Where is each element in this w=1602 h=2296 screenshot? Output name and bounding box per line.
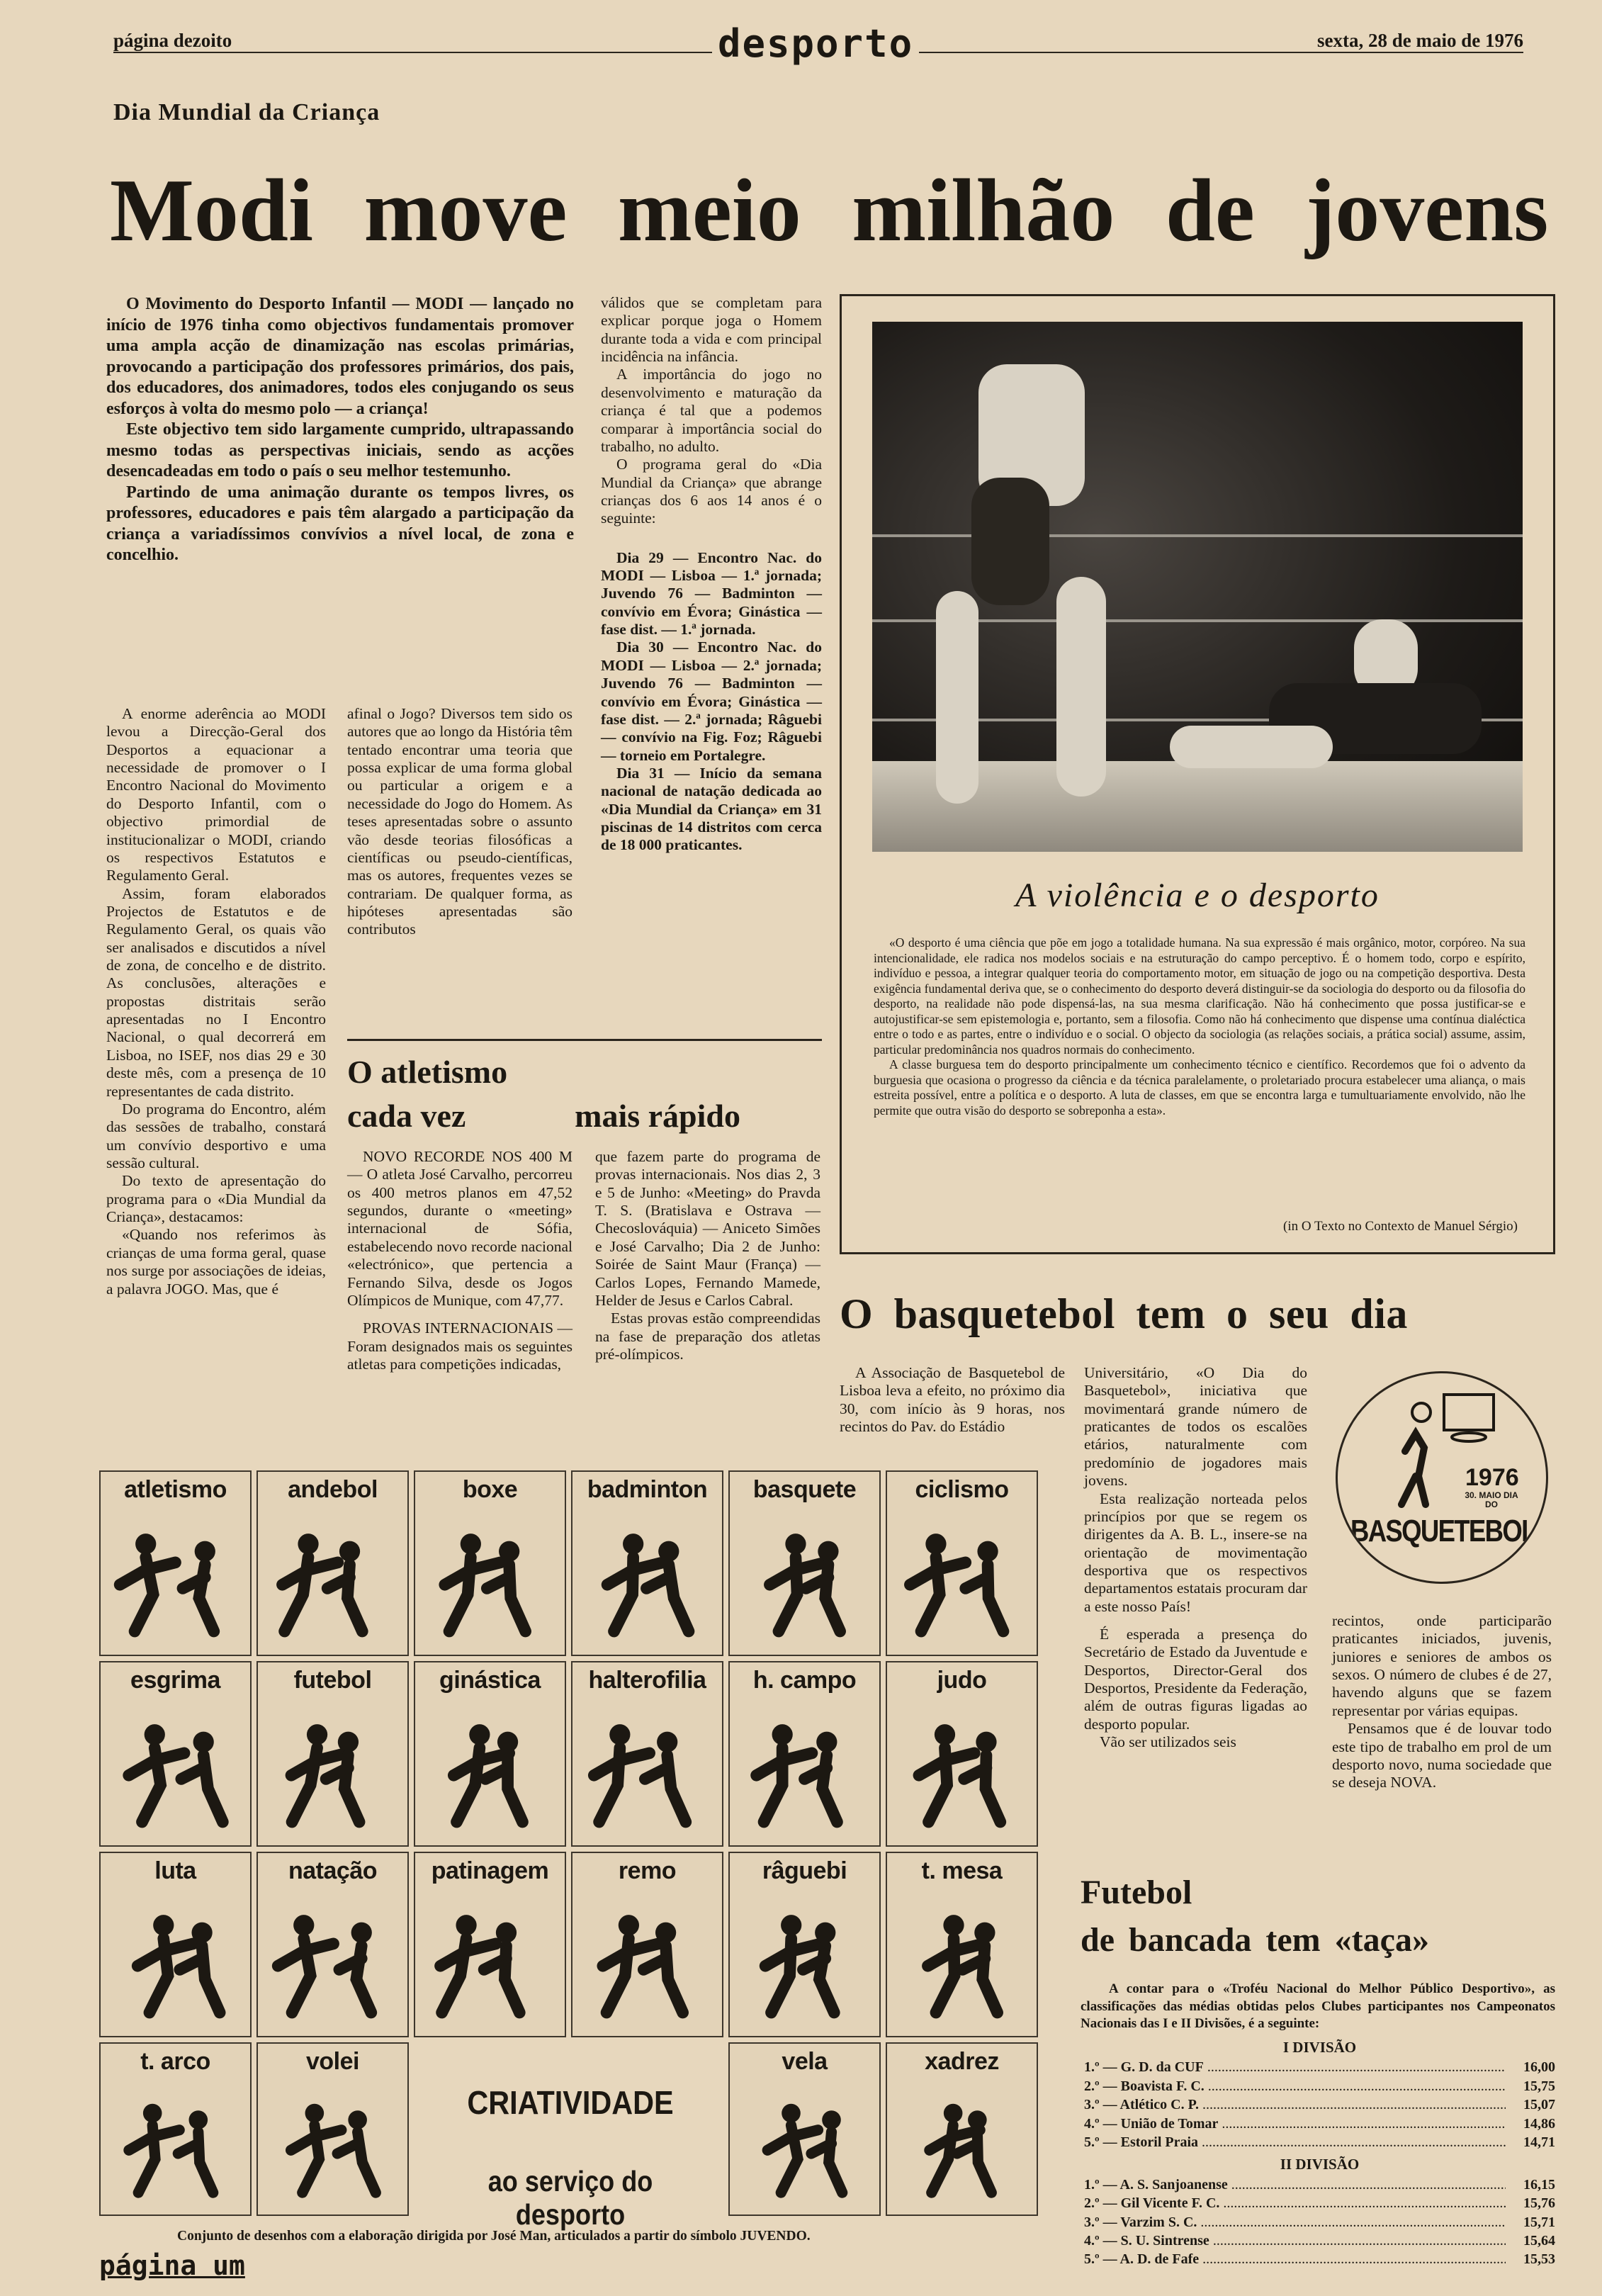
headline: Modi move meio milhão de jovens: [110, 162, 1549, 260]
paragraph: NOVO RECORDE NOS 400 M — O atleta José Carvalho, percorreu os 400 metros planos em 47,52 segundos, durante o «meeting» internacional de Sófia, estabelecendo novo recorde nacional «electrónico», que pertencia a Fernando Silva, desde os Jogos Olímpicos de Munique, com 47,77.: [347, 1148, 572, 1309]
paragraph: O programa geral do «Dia Mundial da Criança» que abrange crianças dos 6 aos 14 anos é o seguinte:: [601, 456, 822, 527]
sport-label: boxe: [462, 1476, 518, 1503]
club-score: 15,53: [1523, 2251, 1555, 2268]
sailing-icon: [730, 2086, 879, 2207]
sport-label: xadrez: [925, 2048, 999, 2075]
sport-label: t. arco: [140, 2048, 210, 2075]
paragraph: A enorme aderência ao MODI levou a Direcção-Geral dos Desportos a equacionar a necessidade de promover o I Encontro Nacional do Movimento do Desporto Infantil, com o objectivo primordial de institucionalizar o MODI, criando os respectivos Estatutos e Regulamento Geral.: [106, 705, 326, 884]
chess-icon: [887, 2086, 1037, 2207]
paragraph: que fazem parte do programa de provas internacionais. Nos dias 2, 3 e 5 de Junho: «Meeting» do Pravda T. S. (Bratislava e Ostrava — Checoslováquia) — Aniceto Simões e José Carvalho; Dia 2 de Junho: Soirée de Saint Maur (França) — Carlos Lopes, Fernando Mamede, Helder de Jesus e Carlos Cabral.: [595, 1148, 820, 1309]
football-title-line1: Futebol: [1081, 1874, 1192, 1911]
club-score: 15,64: [1523, 2232, 1555, 2249]
judo-icon: [887, 1705, 1037, 1838]
program-item: Dia 29 — Encontro Nac. do MODI — Lisboa — 1.ª jornada; Juvendo 76 — Badminton — convívio em Évora; Ginástica — fase dist. — 1.ª jornada.: [601, 548, 822, 638]
standings-row: [1084, 2115, 1555, 2133]
sport-label: ciclismo: [915, 1476, 1009, 1503]
athletics-title: [347, 1047, 822, 1135]
paragraph: Vão ser utilizados seis: [1100, 1733, 1236, 1751]
field-hockey-icon: [730, 1705, 879, 1838]
standings-row: [1084, 2077, 1555, 2095]
basketball-logo: [1336, 1371, 1548, 1584]
sport-label: vela: [782, 2048, 828, 2075]
wrestling-icon: [101, 1896, 250, 2029]
article-column-b: [347, 705, 572, 939]
table-tennis-icon: [887, 1896, 1037, 2029]
athletics-rule: [347, 1039, 822, 1041]
standings-row: [1084, 2194, 1555, 2212]
athletics-title-line2b: mais rápido: [575, 1098, 740, 1134]
issue-date: sexta, 28 de maio de 1976: [1310, 30, 1523, 52]
sport-cell: [886, 1852, 1038, 2037]
sport-cell: [414, 1852, 566, 2037]
quote-paragraph: A classe burguesa tem do desporto principalmente um conhecimento técnico e científico. Recordemos que foi o advento da burguesia que ocasiona o progresso da ciência e da técnica paralelamente, o proletariado procura estabelecer uma aliança, o mais estreita possível, entre a política e o desporto. A luta de classes, em que se encontra larga e tumultuariamente envolvido, não lhe permite que outra visão do desporto se sobreponha a esta».: [874, 1057, 1525, 1118]
sport-label: t. mesa: [921, 1857, 1003, 1884]
club-name: 5.º — Estoril Praia .....: [1084, 2133, 1506, 2151]
athletics-column-1: [347, 1148, 572, 1373]
sport-label: andebol: [288, 1476, 378, 1503]
sport-label: halterofilia: [588, 1667, 706, 1694]
athletics-column-2: [595, 1148, 820, 1363]
paragraph: PROVAS INTERNACIONAIS — Foram designados mais os seguintes atletas para competições indicadas,: [347, 1319, 572, 1373]
section-title: desporto: [712, 21, 919, 66]
archery-icon: [101, 2086, 250, 2207]
sport-cell: [571, 1852, 723, 2037]
sport-cell: [256, 1661, 409, 1847]
sport-cell: [728, 1470, 881, 1656]
creativity-panel: [411, 2076, 730, 2231]
boxing-source: (in O Texto no Contexto de Manuel Sérgio): [1283, 1219, 1518, 1234]
sport-cell: [886, 2042, 1038, 2216]
club-score: 15,76: [1523, 2195, 1555, 2212]
sport-cell: [99, 1852, 252, 2037]
club-name: 5.º — A. D. de Fafe .....: [1084, 2250, 1506, 2268]
club-score: 15,75: [1523, 2078, 1555, 2094]
athletics-icon: [101, 1514, 250, 1648]
sport-label: luta: [154, 1857, 196, 1884]
paragraph: Assim, foram elaborados Projectos de Estatutos e de Regulamento Geral, os quais vão ser analisados e discutidos a nível de zona, de concelho e de distrito. As conclusões, alterações e propostas distritais serão apresentadas no I Encontro Nacional, o qual decorrerá em Lisboa, no ISEF, nos dias 29 e 30 deste mês, com a presença de 10 representantes de cada distrito.: [106, 884, 326, 1100]
page-stamp: página um: [99, 2250, 245, 2281]
sport-label: remo: [618, 1857, 677, 1884]
paragraph: A importância do jogo no desenvolvimento e maturação da criança é tal que a podemos comparar à importância social do trabalho, no adulto.: [601, 366, 822, 455]
creativity-line1: CRIATIVIDADE: [467, 2084, 674, 2121]
logo-date: 30. MAIO DIA DO: [1465, 1490, 1518, 1510]
standings-row: [1084, 2095, 1555, 2114]
logo-word: BASQUETEBOL: [1350, 1514, 1536, 1548]
lead-paragraph: Este objectivo tem sido largamente cumprido, ultrapassando mesmo todas as perspectivas iniciais, sendo as acções desencadeadas em todo o país o seu melhor testemunho.: [106, 420, 574, 481]
basketball-title: O basquetebol tem o seu dia: [840, 1290, 1408, 1337]
gymnastics-icon: [415, 1705, 565, 1838]
basketball-column-2: [1084, 1364, 1307, 1752]
program-item: Dia 31 — Início da semana nacional de natação dedicada ao «Dia Mundial da Criança» em 31 piscinas de 14 distritos com cerca de 18 000 praticantes.: [601, 764, 822, 854]
boxing-feature-box: [840, 294, 1555, 1254]
football-title: [1081, 1867, 1552, 1962]
club-score: 15,71: [1523, 2214, 1555, 2230]
sport-label: ginástica: [439, 1667, 541, 1694]
sport-cell: [256, 1470, 409, 1656]
sport-cell: [728, 2042, 881, 2216]
logo-year: 1976: [1465, 1464, 1519, 1491]
sport-label: esgrima: [130, 1667, 220, 1694]
fencing-icon: [101, 1705, 250, 1838]
football-intro: A contar para o «Troféu Nacional do Melhor Público Desportivo», as classificações das médias obtidas pelos Clubes participantes nos Campeonatos Nacionais das I e II Divisões, é a seguinte:: [1081, 1981, 1555, 2032]
club-score: 16,00: [1523, 2059, 1555, 2076]
paragraph: «Quando nos referimos às crianças de uma forma geral, quase nos surge por associações de ideias, a palavra JOGO. Mas, que é: [106, 1226, 326, 1298]
club-score: 16,15: [1523, 2176, 1555, 2193]
sport-label: futebol: [293, 1667, 372, 1694]
football-standings: [1084, 2037, 1555, 2269]
sport-cell: [728, 1661, 881, 1847]
standings-row: [1084, 2133, 1555, 2151]
standings-row: [1084, 2250, 1555, 2268]
club-name: 1.º — G. D. da CUF .....: [1084, 2058, 1506, 2076]
club-name: 2.º — Boavista F. C. .....: [1084, 2077, 1506, 2095]
sport-cell: [256, 2042, 409, 2216]
club-name: 1.º — A. S. Sanjoanense .....: [1084, 2176, 1506, 2194]
sport-cell: [99, 2042, 252, 2216]
standings-row: [1084, 2213, 1555, 2232]
standings-row: [1084, 2232, 1555, 2250]
sport-cell: [414, 1470, 566, 1656]
rugby-icon: [730, 1896, 879, 2029]
club-score: 14,86: [1523, 2115, 1555, 2132]
division-title: II DIVISÃO: [1280, 2156, 1360, 2173]
handball-icon: [258, 1514, 407, 1648]
sport-label: h. campo: [752, 1667, 857, 1694]
basketball-icon: [730, 1514, 879, 1648]
club-name: 4.º — União de Tomar .....: [1084, 2115, 1506, 2133]
paragraph: afinal o Jogo? Diversos tem sido os autores que ao longo da História têm tentado encontrar uma teoria que possa explicar de uma forma global ou particular a origem e a necessidade do Jogo do Homem. As teses apresentadas sobre o assunto vão desde teorias filosóficas a científicas ou pseudo-científicas, mas os autores, frequentes vezes se contrariam. De qualquer forma, as hipóteses apresentadas são contributos: [347, 705, 572, 938]
football-title-line2: de bancada tem «taça»: [1081, 1921, 1429, 1959]
sport-label: basquete: [752, 1476, 857, 1503]
football-icon: [258, 1705, 407, 1838]
sport-cell: [571, 1661, 723, 1847]
standings-row: [1084, 2176, 1555, 2194]
athletics-title-line2a: cada vez: [347, 1098, 466, 1134]
sport-label: râguebi: [762, 1857, 847, 1884]
lead-paragraph: O Movimento do Desporto Infantil — MODI — lançado no início de 1976 tinha como objectivos fundamentais promover uma ampla acção de dinamização nas escolas primárias, provocando a participação dos professores primários, dos pais, dos educadores, dos animadores, todos eles conjugando os seus esforços à volta do mesmo polo — a criança!: [106, 295, 574, 418]
skating-icon: [415, 1896, 565, 2029]
club-name: 2.º — Gil Vicente F. C. .....: [1084, 2194, 1506, 2212]
sport-label: natação: [288, 1857, 377, 1884]
lead-text: [106, 294, 574, 566]
weightlifting-icon: [572, 1705, 722, 1838]
club-name: 3.º — Varzim S. C. .....: [1084, 2213, 1506, 2232]
page-label: página dezoito: [113, 30, 239, 52]
page-header: [113, 21, 1523, 64]
club-score: 15,07: [1523, 2097, 1555, 2113]
boxing-photo: [872, 322, 1523, 852]
grid-caption: Conjunto de desenhos com a elaboração dirigida por José Man, articulados a partir do símbolo JUVENDO.: [177, 2229, 811, 2244]
club-name: 4.º — S. U. Sintrense .....: [1084, 2232, 1506, 2250]
creativity-line2: ao serviço do desporto: [487, 2165, 653, 2231]
quote-paragraph: «O desporto é uma ciência que põe em jogo a totalidade humana. Na sua expressão é mais orgânico, motor, corpóreo. Na sua intencionalidade, ele radica nos modelos sociais e na estruturação do campo perceptivo. É o homem todo, corpo e espírito, indivíduo e pessoa, a integrar qualquer teoria do comportamento motor, em situação de jogo ou na competição desportiva. Desta exigência fundamental deriva que, se o conhecimento do desporto deverá distinguir-se da sociologia do desporto ou da filosofia do desporto, na realidade não pode dispensá-las, na sua mesma clarificação. Não há conhecimento que possa justificar-se e autojustificar-se sem epistemologia e, portanto, sem a filosofia. Como não há conhecimento que dispense uma contínua dialéctica entre o todo e as partes, entre o indivíduo e o social. O objecto da sociologia (as relações sociais, a prática social) assume, assim, particular predominância nos quadros normais do conhecimento.: [874, 935, 1525, 1057]
paragraph: válidos que se completam para explicar porque joga o Homem durante toda a vida e com principal incidência na infância.: [601, 294, 822, 366]
program-list: [601, 549, 822, 855]
standings-row: [1084, 2058, 1555, 2076]
paragraph: Esta realização norteada pelos princípios por que se regem os dirigentes da A. B. L., insere-se na orientação de movimentação desportiva que os respectivos departamentos estatais procuram dar a este nosso País!: [1084, 1490, 1307, 1615]
sport-cell: [571, 1470, 723, 1656]
paragraph: Estas provas estão compreendidas na fase de preparação dos atletas pré-olímpicos.: [595, 1310, 820, 1363]
division-title: I DIVISÃO: [1282, 2039, 1357, 2056]
sport-label: volei: [306, 2048, 359, 2075]
sport-cell: [99, 1470, 252, 1656]
paragraph: É esperada a presença do Secretário de Estado da Juventude e Desportos, Director-Geral dos Desportos, Presidente da Federação, além de outras figuras ligadas ao desporto popular.: [1084, 1626, 1307, 1733]
sports-pictogram-grid: [99, 1470, 1056, 2231]
sport-cell: [886, 1470, 1038, 1656]
basketball-column-3: [1332, 1612, 1552, 1792]
sport-label: badminton: [587, 1476, 708, 1503]
sport-cell: [728, 1852, 881, 2037]
swimming-icon: [258, 1896, 407, 2029]
athletics-title-line1: O atletismo: [347, 1054, 508, 1090]
boxing-quote: [874, 935, 1525, 1118]
sport-label: patinagem: [431, 1857, 549, 1884]
badminton-icon: [572, 1514, 722, 1648]
sport-cell: [256, 1852, 409, 2037]
article-column-a: [106, 705, 326, 1298]
sport-cell: [886, 1661, 1038, 1847]
paragraph: recintos, onde participarão praticantes iniciados, juvenis, juniores e seniores de ambos os sexos. O número de clubes é de 27, havendo alguns que se fazem representar por várias equipas.: [1332, 1612, 1552, 1719]
rowing-icon: [572, 1896, 722, 2029]
sport-label: judo: [937, 1667, 987, 1694]
sport-cell: [99, 1661, 252, 1847]
sport-label: atletismo: [124, 1476, 227, 1503]
paragraph: A Associação de Basquetebol de Lisboa leva a efeito, no próximo dia 30, com início às 9 horas, nos recintos do Pav. do Estádio: [840, 1364, 1065, 1436]
lead-paragraph: Partindo de uma animação durante os tempos livres, os professores, educadores e pais têm alargado a participação da criança a variadíssimos convívios a nível local, de zona e concelhio.: [106, 483, 574, 565]
paragraph: Do programa do Encontro, além das sessões de trabalho, constará um convívio desportivo e uma sessão cultural.: [106, 1100, 326, 1171]
article-column-c: [601, 294, 822, 855]
club-name: 3.º — Atlético C. P. .....: [1084, 2095, 1506, 2114]
basketball-column-1: [840, 1364, 1065, 1436]
club-score: 14,71: [1523, 2134, 1555, 2150]
volleyball-icon: [258, 2086, 407, 2207]
boxing-caption-title: A violência e o desporto: [1015, 877, 1380, 914]
paragraph: Pensamos que é de louvar todo este tipo de trabalho em prol de um desporto novo, numa sociedade que se deseja NOVA.: [1332, 1720, 1552, 1791]
kicker: Dia Mundial da Criança: [113, 99, 380, 125]
boxing-icon: [415, 1514, 565, 1648]
program-item: Dia 30 — Encontro Nac. do MODI — Lisboa — 2.ª jornada; Juvendo 76 — Badminton — convívio em Évora; Ginástica — fase dist. — 2.ª jornada; Râguebi — convívio na Fig. Foz; Râguebi — torneio em Portalegre.: [601, 638, 822, 764]
paragraph: Do texto de apresentação do programa para o «Dia Mundial da Criança», destacamos:: [106, 1172, 326, 1226]
sport-cell: [414, 1661, 566, 1847]
paragraph: Universitário, «O Dia do Basquetebol», iniciativa que movimentará grande número de praticantes de todos os escalões etários, naturalmente com predomínio de jogadores mais jovens.: [1084, 1364, 1307, 1490]
cycling-icon: [887, 1514, 1037, 1648]
